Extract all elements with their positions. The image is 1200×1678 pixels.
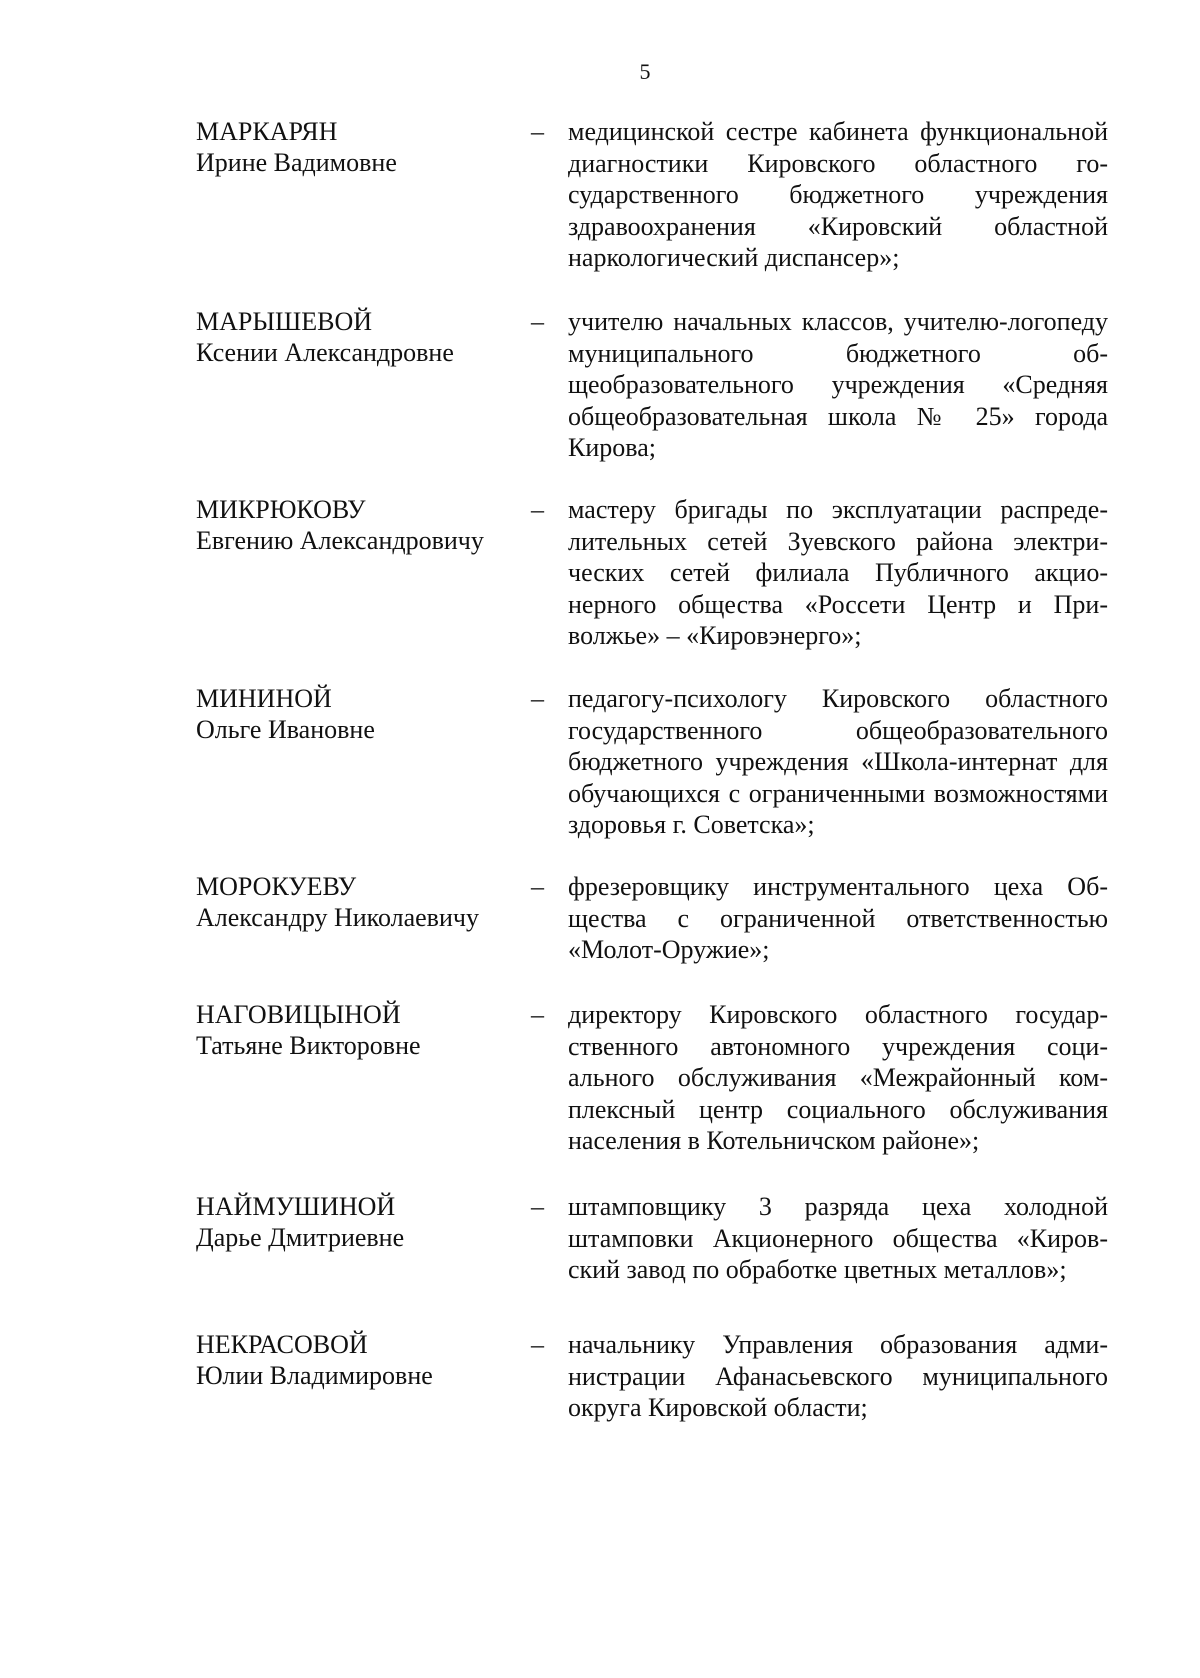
surname: МОРОКУЕВУ [196, 872, 357, 901]
dash-separator: – [531, 1192, 544, 1221]
person-name [196, 494, 526, 556]
list-item [196, 494, 1116, 683]
list-item [196, 683, 1116, 871]
surname: НАГОВИЦЫНОЙ [196, 1000, 401, 1029]
dash-separator: – [531, 495, 544, 524]
given-names: Александру Николаевичу [196, 903, 479, 932]
list-item [196, 1191, 1116, 1329]
list-item [196, 306, 1116, 494]
position-description: директору Кировского областного государственного автономного учреждения социального обслуживания «Межрайонный комплексный центр социального обслуживания населения в Котельничском районе»; [568, 1000, 1108, 1155]
person-name [196, 306, 526, 368]
list-item [196, 116, 1116, 306]
surname: МАРКАРЯН [196, 117, 338, 146]
position-description: учителю начальных классов, учителю-логопеду муниципального бюджетного общеобразовательного учреждения «Средняя общеобразовательная школа № 25» города Кирова; [568, 307, 1108, 462]
given-names: Ольге Ивановне [196, 715, 375, 744]
person-name [196, 116, 526, 178]
surname: МИКРЮКОВУ [196, 495, 366, 524]
given-names: Татьяне Викторовне [196, 1031, 421, 1060]
position-description: штамповщику 3 разряда цеха холодной штамповки Акционерного общества «Кировский завод по обработке цветных металлов»; [568, 1192, 1108, 1284]
surname: НАЙМУШИНОЙ [196, 1192, 396, 1221]
page-number: 5 [639, 59, 651, 84]
position-description: начальнику Управления образования администрации Афанасьевского муниципального округа Кировской области; [568, 1330, 1108, 1422]
dash-separator: – [531, 307, 544, 336]
award-list [196, 116, 1116, 1439]
position-description: мастеру бригады по эксплуатации распределительных сетей Зуевского района электрических сетей филиала Публичного акционерного общества «Россети Центр и Приволжье» – «Кировэнерго»; [568, 495, 1108, 650]
position-description: педагогу-психологу Кировского областного государственного общеобразовательного бюджетного учреждения «Школа-интернат для обучающихся с ограниченными возможностями здоровья г. Советска»; [568, 684, 1108, 839]
position-description: фрезеровщику инструментального цеха Общества с ограниченной ответственностью «Молот-Оружие»; [568, 872, 1108, 964]
person-name [196, 683, 526, 745]
given-names: Дарье Дмитриевне [196, 1223, 405, 1252]
list-item [196, 999, 1116, 1191]
dash-separator: – [531, 1000, 544, 1029]
surname: НЕКРАСОВОЙ [196, 1330, 368, 1359]
list-item [196, 1329, 1116, 1439]
list-item [196, 871, 1116, 999]
position-description: медицинской сестре кабинета функциональной диагностики Кировского областного государственного бюджетного учреждения здравоохранения «Кировский областной наркологический диспансер»; [568, 117, 1108, 272]
given-names: Юлии Владимировне [196, 1361, 433, 1390]
dash-separator: – [531, 872, 544, 901]
surname: МАРЫШЕВОЙ [196, 307, 373, 336]
person-name [196, 1191, 526, 1253]
given-names: Ксении Александровне [196, 338, 454, 367]
dash-separator: – [531, 117, 544, 146]
person-name [196, 871, 526, 933]
person-name [196, 999, 526, 1061]
given-names: Ирине Вадимовне [196, 148, 397, 177]
dash-separator: – [531, 1330, 544, 1359]
dash-separator: – [531, 684, 544, 713]
surname: МИНИНОЙ [196, 684, 332, 713]
person-name [196, 1329, 526, 1391]
given-names: Евгению Александровичу [196, 526, 484, 555]
